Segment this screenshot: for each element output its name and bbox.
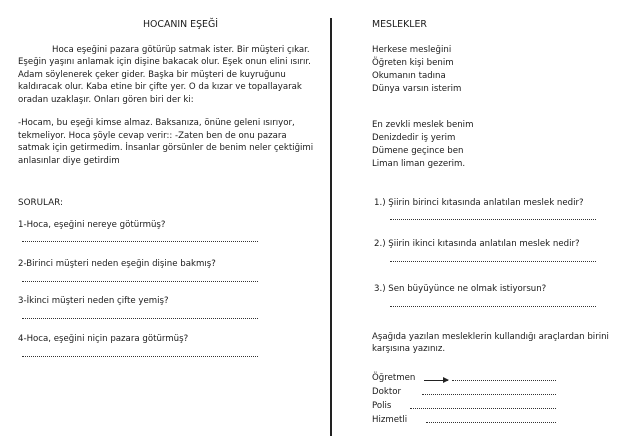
questions-heading: SORULAR: — [18, 198, 63, 208]
poem-line: Okumanın tadına — [372, 71, 446, 81]
poem-line: Öğreten kişi benim — [372, 58, 454, 68]
story-text — [18, 44, 316, 167]
poem-line: Dünya varsın isterim — [372, 84, 462, 94]
left-question-1: 1-Hoca, eşeğini nereye götürmüş? — [18, 220, 166, 230]
left-question-3: 3-İkinci müşteri neden çifte yemiş? — [18, 296, 169, 306]
story-paragraph-1: Hoca eşeğini pazara götürüp satmak ister. Bir müşteri çıkar. Eşeğin yaşını anlamak için dişine bakacak olur. Eşek onun elini ısırır. Adam söylenerek çeker gider. Başka bir müşteri de kuyruğunu kaldıracak olur. Kaba etine bir çifte yer. O da kızar ve topallayarak oradan uzaklaşır. Onları gören biri der ki: — [18, 45, 311, 105]
poem-line: Liman liman gezerim. — [372, 159, 466, 169]
left-question-2: 2-Birinci müşteri neden eşeğin dişine bakmış? — [18, 259, 216, 269]
poem-line: Herkese mesleğini — [372, 45, 452, 55]
answer-line[interactable] — [390, 306, 596, 307]
answer-line[interactable] — [410, 408, 556, 409]
matching-instruction: Aşağıda yazılan mesleklerin kullandığı araçlardan birini karşısına yazınız. — [372, 332, 609, 355]
poem-line: Dümene geçince ben — [372, 146, 464, 156]
job-label-doctor: Doktor — [372, 387, 402, 397]
story-paragraph-2: -Hocam, bu eşeği kimse almaz. Baksanıza, önüne geleni ısırıyor, tekmeliyor. Hoca şöyle cevap verir:: -Zaten ben de onu pazara satmak için getirmedim. İnsanlar görsünler de benim neler çektiğimi anlasınlar diye getirdim — [18, 118, 314, 166]
left-question-4: 4-Hoca, eşeğini niçin pazara götürmüş? — [18, 334, 189, 344]
answer-line[interactable] — [22, 241, 258, 242]
story-title: HOCANIN EŞEĞİ — [143, 19, 218, 30]
answer-line[interactable] — [390, 219, 596, 220]
job-label-police: Polis — [372, 401, 392, 411]
answer-line[interactable] — [426, 422, 556, 423]
poem-stanza-1 — [372, 44, 461, 96]
right-question-2: 2.) Şiirin ikinci kıtasında anlatılan meslek nedir? — [374, 239, 580, 249]
answer-line[interactable] — [22, 356, 258, 357]
poem-line: Denizdedir iş yerim — [372, 133, 456, 143]
column-divider — [330, 18, 332, 436]
poem-stanza-2 — [372, 119, 473, 171]
answer-line[interactable] — [22, 281, 258, 282]
job-label-cleaner: Hizmetli — [372, 415, 408, 425]
poem-title: MESLEKLER — [372, 19, 427, 30]
answer-line[interactable] — [390, 261, 596, 262]
right-question-1: 1.) Şiirin birinci kıtasında anlatılan meslek nedir? — [374, 198, 584, 208]
job-label-teacher: Öğretmen — [372, 373, 416, 383]
poem-line: En zevkli meslek benim — [372, 120, 474, 130]
right-question-3: 3.) Sen büyüyünce ne olmak istiyorsun? — [374, 284, 547, 294]
arrow-right-icon — [424, 380, 448, 381]
answer-line[interactable] — [452, 380, 556, 381]
answer-line[interactable] — [22, 318, 258, 319]
answer-line[interactable] — [422, 394, 556, 395]
